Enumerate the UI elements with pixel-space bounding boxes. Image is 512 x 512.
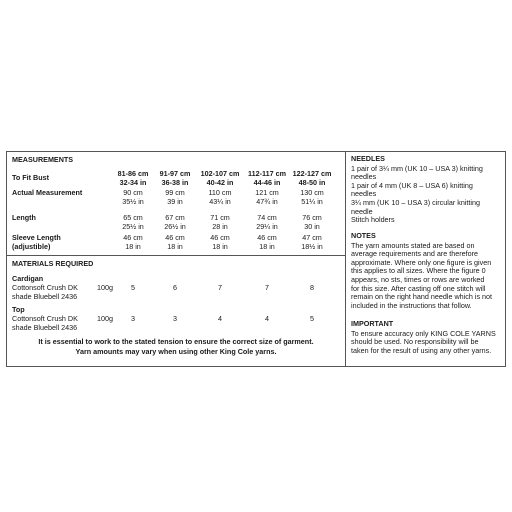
measurement-value: 76 cm — [302, 213, 322, 222]
measurement-value: 46 cm — [123, 233, 143, 242]
yarn-shade: shade Bluebell 2436 — [12, 323, 78, 332]
ball-count: 5 — [131, 283, 135, 292]
measurement-value: 40-42 in — [206, 178, 234, 187]
measurement-value: 25½ in — [122, 222, 144, 231]
measurement-label-sub: (adjustible) — [12, 242, 51, 251]
yarn-name: Cottonsoft Crush DK — [12, 314, 78, 323]
measurement-value: 121 cm — [255, 188, 279, 197]
measurement-value: 47¾ in — [256, 197, 278, 206]
measurement-value: 99 cm — [165, 188, 185, 197]
measurement-value: 51¼ in — [301, 197, 323, 206]
yarn-name: Cottonsoft Crush DK — [12, 283, 78, 292]
measurement-label: To Fit Bust — [12, 173, 49, 182]
measurement-value: 130 cm — [300, 188, 324, 197]
ball-count: 4 — [265, 314, 269, 323]
measurement-value: 71 cm — [210, 213, 230, 222]
notes-line: this applies to all sizes. Where the figure 0 — [351, 266, 486, 276]
measurement-value: 39 in — [167, 197, 183, 206]
important-heading: IMPORTANT — [351, 319, 394, 328]
needles-line: 3¼ mm (UK 10 – USA 3) circular knitting — [351, 197, 481, 207]
ball-count: 3 — [131, 314, 135, 323]
ball-count: 8 — [310, 283, 314, 292]
measurement-value: 35½ in — [122, 197, 144, 206]
notes-line: approximate. Where only one figure is given — [351, 257, 492, 267]
measurement-value: 110 cm — [208, 188, 232, 197]
important-section — [351, 320, 503, 355]
needles-line: Stitch holders — [351, 215, 395, 225]
important-line: should be used. No responsibility will be — [351, 337, 479, 347]
notes-line: for this size. After casting off one stitch will — [351, 283, 486, 293]
measurement-value: 48-50 in — [298, 178, 326, 187]
measurement-value: 32-34 in — [119, 178, 147, 187]
measurement-label: Length — [12, 213, 36, 222]
measurement-value: 102-107 cm — [200, 169, 240, 178]
material-name: Cardigan — [12, 274, 44, 283]
needles-heading: NEEDLES — [351, 154, 385, 163]
measurement-value: 43¼ in — [209, 197, 231, 206]
notes-heading: NOTES — [351, 231, 376, 240]
ball-count: 5 — [310, 314, 314, 323]
measurement-value: 30 in — [304, 222, 320, 231]
measurement-value: 112-117 cm — [248, 169, 286, 178]
ball-count: 7 — [218, 283, 222, 292]
measurement-value: 18 in — [167, 242, 183, 251]
measurement-value: 28 in — [212, 222, 228, 231]
needles-line: needles — [351, 172, 377, 182]
ball-count: 6 — [173, 283, 177, 292]
ball-count: 3 — [173, 314, 177, 323]
notes-section — [351, 232, 503, 310]
measurement-value: 47 cm — [302, 233, 322, 242]
measurement-value: 67 cm — [165, 213, 185, 222]
measurement-value: 91-97 cm — [159, 169, 191, 178]
measurement-value: 74 cm — [257, 213, 277, 222]
measurement-label: Sleeve Length — [12, 233, 61, 242]
measurement-value: 26½ in — [164, 222, 186, 231]
measurement-value: 18 in — [259, 242, 275, 251]
column-divider — [345, 152, 346, 366]
ball-count: 7 — [265, 283, 269, 292]
pattern-info-table — [6, 151, 506, 367]
measurement-value: 46 cm — [257, 233, 277, 242]
measurement-value: 18 in — [212, 242, 228, 251]
measurement-value: 18 in — [125, 242, 141, 251]
needles-line: 1 pair of 3¼ mm (UK 10 – USA 3) knitting — [351, 163, 483, 173]
notes-line: remain on the right hand needle which is not — [351, 292, 493, 302]
yarn-shade: shade Bluebell 2436 — [12, 292, 78, 301]
measurement-value: 65 cm — [123, 213, 143, 222]
needles-line: 1 pair of 4 mm (UK 8 – USA 6) knitting — [351, 180, 473, 190]
notes-line: appears, no sts, times or rows are worked — [351, 274, 485, 284]
measurement-value: 81-86 cm — [117, 169, 149, 178]
materials-heading: MATERIALS REQUIRED — [12, 259, 94, 268]
important-line: To ensure accuracy only KING COLE YARNS — [351, 328, 496, 338]
notes-line: The yarn amounts stated are based on — [351, 240, 475, 250]
measurement-value: 29¼ in — [256, 222, 278, 231]
needles-line: needle — [351, 206, 373, 216]
notes-line: included in the instructions that follow. — [351, 300, 472, 310]
material-name: Top — [12, 305, 25, 314]
measurement-value: 36-38 in — [161, 178, 189, 187]
measurement-value: 44-46 in — [253, 178, 281, 187]
notes-line: average requirements and are therefore — [351, 249, 479, 259]
measurement-value: 90 cm — [123, 188, 143, 197]
measurement-value: 46 cm — [165, 233, 185, 242]
measurements-heading: MEASUREMENTS — [12, 155, 74, 164]
needles-line: needles — [351, 189, 377, 199]
measurement-value: 122-127 cm — [292, 169, 332, 178]
yarn-weight: 100g — [97, 283, 113, 292]
tension-note-line1: It is essential to work to the stated tension to ensure the correct size of garment. — [38, 337, 314, 346]
section-divider — [7, 255, 345, 256]
measurement-value: 46 cm — [210, 233, 230, 242]
ball-count: 4 — [218, 314, 222, 323]
measurement-value: 18½ in — [301, 242, 323, 251]
important-line: taken for the result of using any other yarns. — [351, 345, 492, 355]
yarn-weight: 100g — [97, 314, 113, 323]
measurement-label: Actual Measurement — [12, 188, 83, 197]
needles-section — [351, 155, 503, 225]
tension-note-line2: Yarn amounts may vary when using other King Cole yarns. — [75, 347, 277, 356]
